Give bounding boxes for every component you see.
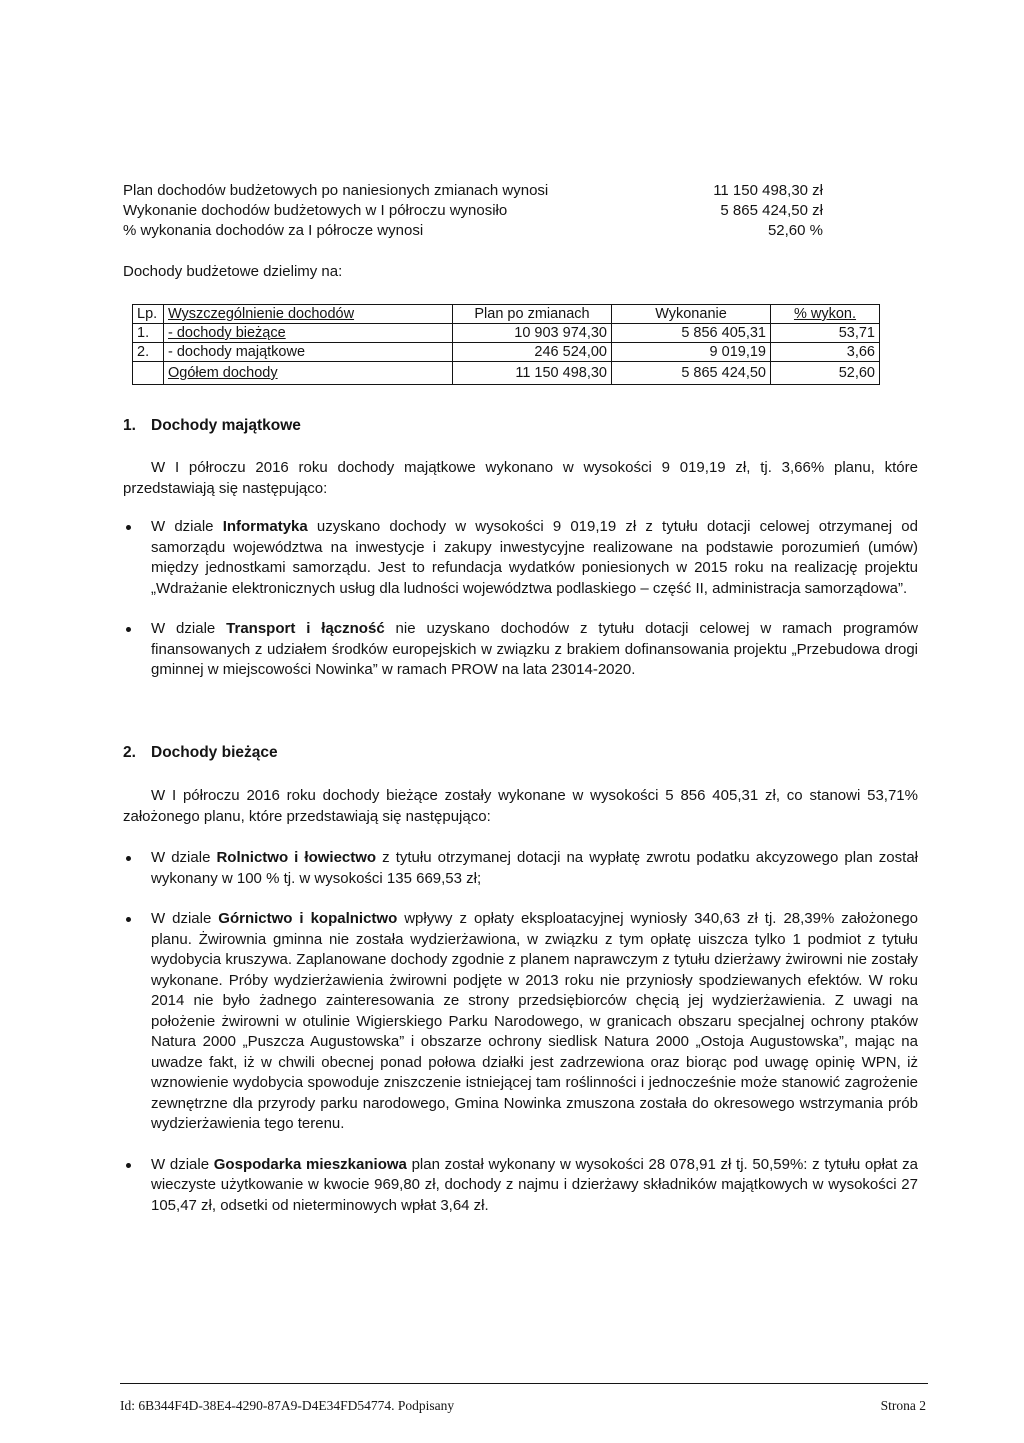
list-item-text-post: nie uzyskano dochodów z tytułu dotacji celowej w ramach programów finansowanych z udziałem środków europejskich w związku z brakiem dofinansowania projektu „Przebudowa drogi gminnej w miejscowości Nowinka” w ramach PROW na lata 23014-2020. — [151, 620, 919, 678]
table-cell: 5 856 405,31 — [612, 324, 771, 343]
summary-row-execution — [123, 201, 823, 221]
summary-row-plan — [123, 181, 823, 201]
summary-value: 5 865 424,50 zł — [720, 202, 823, 219]
footer-document-id: Id: 6B344F4D-38E4-4290-87A9-D4E34FD54774. Podpisany — [120, 1398, 455, 1413]
table-cell: 52,60 — [771, 362, 880, 385]
income-table — [132, 304, 880, 385]
list-item-bold: Informatyka — [222, 518, 308, 535]
bullet-icon — [126, 627, 131, 632]
table-header — [164, 305, 453, 324]
table-cell — [164, 362, 453, 385]
footer-divider — [120, 1383, 928, 1384]
list-item-text-post: plan został wykonany w wysokości 28 078,91 zł tj. 50,59%: z tytułu opłat za wieczyste użytkowanie w kwocie 969,80 zł, dochody z najmu i dzierżawy składników majątkowych w wysokości 27 105,47 zł, odsetki od nieterminowych wpłat 3,64 zł. — [151, 1155, 918, 1214]
bullet-icon — [126, 525, 131, 530]
table-header-row — [133, 305, 880, 324]
table-cell: - dochody majątkowe — [164, 343, 453, 362]
table-cell-label: Ogółem dochody — [168, 365, 278, 381]
list-item-text-pre: W dziale — [151, 910, 219, 927]
table-cell: 9 019,19 — [612, 343, 771, 362]
bullet-list — [123, 848, 918, 1216]
table-header: Lp. — [133, 305, 164, 324]
list-item — [123, 1155, 918, 1217]
list-item-text-post: z tytułu otrzymanej dotacji na wypłatę zwrotu podatku akcyzowego plan został wykonany w 100 % tj. w wysokości 135 669,53 zł; — [151, 849, 918, 887]
section-number: 1. — [123, 417, 136, 434]
list-item-bold: Gospodarka mieszkaniowa — [213, 1155, 407, 1173]
list-item-text-post: uzyskano dochody w wysokości 9 019,19 zł z tytułu dotacji celowej otrzymanej od samorządu województwa na inwestycje i zakupy inwestycyjne realizowane na podstawie porozumień (umów) między jednostkami samorządu. Jest to refundacja wydatków poniesionych w 2015 roku na realizację projektu „Wdrażanie elektronicznych usług dla ludności województwa podlaskiego – część II, administracja samorządowa”. — [151, 518, 918, 597]
table-header-label: % wykon. — [793, 306, 857, 322]
table-cell: 2. — [133, 343, 164, 362]
list-item-text-pre: W dziale — [151, 1155, 214, 1173]
list-item-bold: Górnictwo i kopalnictwo — [218, 910, 398, 927]
summary-row-percent — [123, 221, 823, 241]
section-heading-current-income — [123, 744, 278, 762]
income-summary — [123, 181, 823, 241]
table-cell: 1. — [133, 324, 164, 343]
list-item — [123, 909, 918, 1135]
list-item-text-pre: W dziale — [151, 620, 227, 637]
list-item — [123, 619, 918, 681]
summary-label: Plan dochodów budżetowych po naniesionych zmianach wynosi — [123, 182, 549, 199]
footer-page-number: Strona 2 — [880, 1398, 926, 1413]
list-item — [123, 848, 918, 889]
summary-label: % wykonania dochodów za I półrocze wynosi — [123, 222, 424, 239]
table-header: Wykonanie — [612, 305, 771, 324]
table-cell: 10 903 974,30 — [453, 324, 612, 343]
table-row — [133, 324, 880, 343]
summary-value: 52,60 % — [767, 222, 823, 239]
list-item — [123, 517, 918, 599]
bullet-icon — [126, 856, 131, 861]
list-item-text-pre: W dziale — [151, 518, 223, 535]
table-cell-label: - dochody bieżące — [168, 325, 286, 341]
table-header — [771, 305, 880, 324]
section-paragraph: W I półroczu 2016 roku dochody bieżące zostały wykonane w wysokości 5 856 405,31 zł, co stanowi 53,71% założonego planu, które przedstawiają się następująco: — [123, 787, 918, 825]
table-cell: 5 865 424,50 — [612, 362, 771, 385]
table-cell: 53,71 — [771, 324, 880, 343]
table-cell: 3,66 — [771, 343, 880, 362]
section-title: Dochody bieżące — [151, 744, 278, 761]
section-title: Dochody majątkowe — [151, 417, 301, 434]
table-intro: Dochody budżetowe dzielimy na: — [123, 263, 343, 280]
summary-value: 11 150 498,30 zł — [713, 182, 823, 199]
table-header: Plan po zmianach — [453, 305, 612, 324]
table-total-row — [133, 362, 880, 385]
table-cell: 246 524,00 — [453, 343, 612, 362]
table-row — [133, 343, 880, 362]
table-cell: 11 150 498,30 — [453, 362, 612, 385]
list-item-text-pre: W dziale — [151, 849, 217, 866]
section-number: 2. — [123, 744, 136, 761]
table-header-label: Wyszczególnienie dochodów — [168, 306, 355, 322]
bullet-icon — [126, 1163, 131, 1168]
list-item-bold: Transport i łączność — [226, 620, 385, 637]
list-item-text-post: wpływy z opłaty eksploatacyjnej wyniosły 340,63 zł tj. 28,39% założonego planu. Żwirownia gminna nie została wydzierżawiona, w związku z tym opłatę uiszcza tylko 1 podmiot z tytułu wydobycia kruszywa. Zaplanowane dochody zgodnie z planem naprawczym z tytułu dzierżawy żwirowni nie zostały wykonane. Próby wydzierżawienia żwirowni podjęte w 2013 roku nie przyniosły spodziewanych efektów. W roku 2014 nie było żadnego zainteresowania ze strony przedsiębiorców chęcią jej wydzierżawienia. Z uwagi na położenie żwirowni w otulinie Wigierskiego Parku Narodowego, w granicach obszaru specjalnej ochrony ptaków Natura 2000 „Puszcza Augustowska” i obszarze ochrony siedlisk Natura 2000 „Ostoja Augustowska”, mając na uwadze fakt, iż w chwili obecnej ponad połowa działki jest zadrzewiona oraz biorąc pod uwagę opinię WPN, iż wznowienie wydobycia spowoduje zniszczenie istniejącej tam roślinności i jednocześnie może stanowić zagrożenie zewnętrzne dla przyrody parku narodowego, Gmina Nowinka zmuszona została do okresowego wstrzymania prób wydzierżawienia tego terenu. — [151, 910, 919, 1132]
bullet-icon — [126, 917, 131, 922]
bullet-list — [123, 517, 918, 681]
list-item-bold: Rolnictwo i łowiectwo — [216, 849, 377, 866]
section-heading-property-income — [123, 417, 301, 435]
table-cell — [133, 362, 164, 385]
table-cell — [164, 324, 453, 343]
summary-label: Wykonanie dochodów budżetowych w I półroczu wynosiło — [123, 202, 508, 219]
section-paragraph: W I półroczu 2016 roku dochody majątkowe wykonano w wysokości 9 019,19 zł, tj. 3,66% planu, które przedstawiają się następująco: — [123, 459, 918, 497]
